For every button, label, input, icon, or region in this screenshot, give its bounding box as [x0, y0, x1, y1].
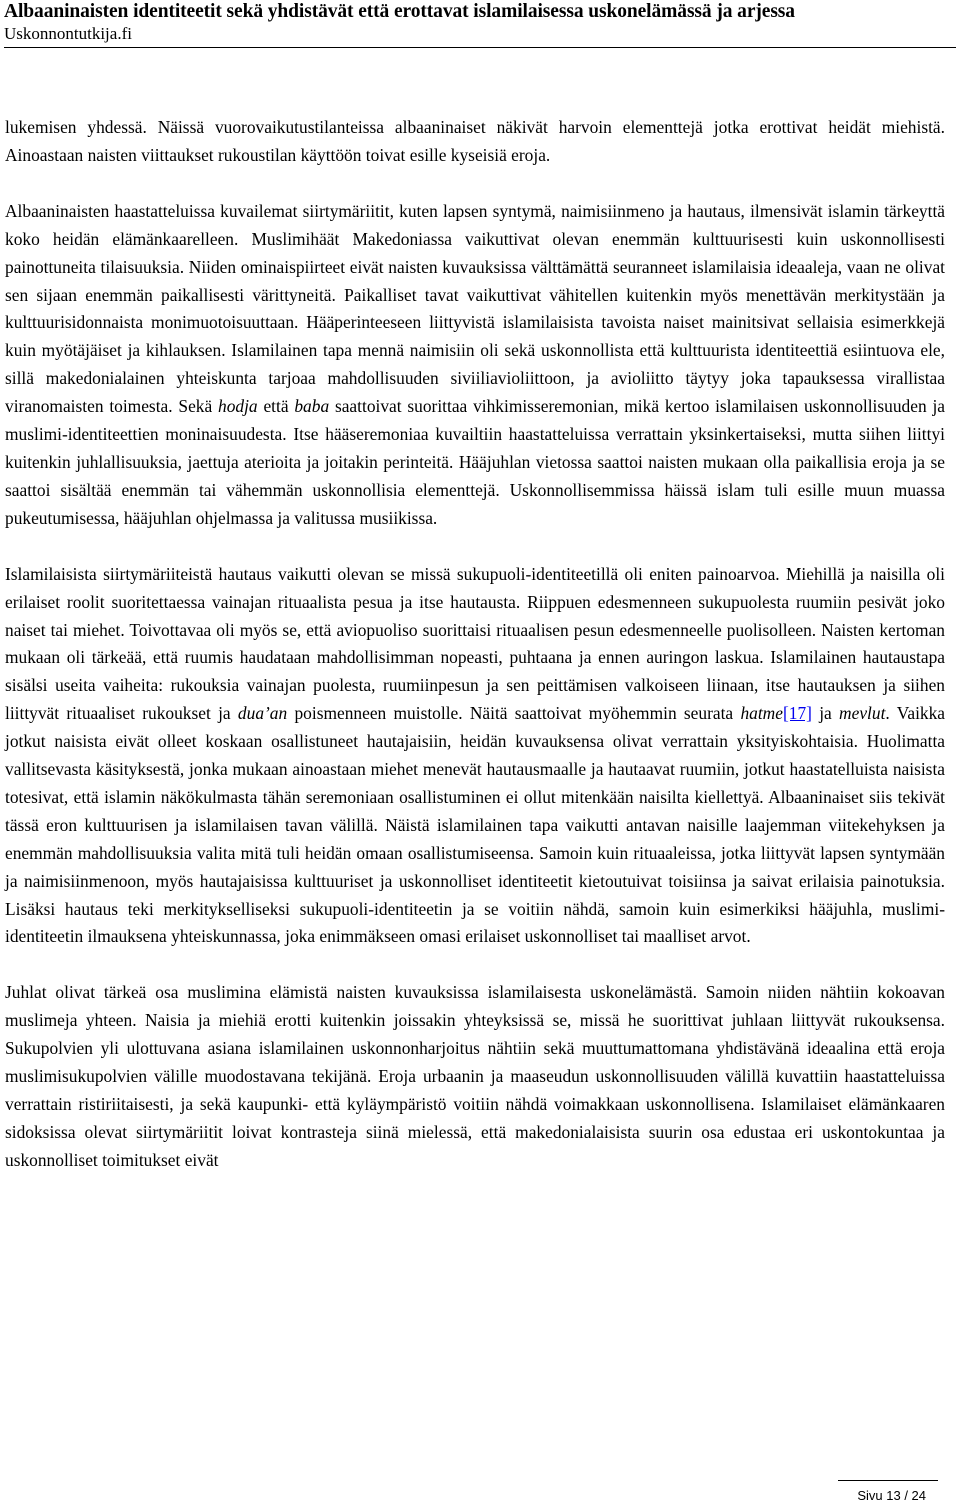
term-mevlut: mevlut	[839, 703, 886, 724]
footnote-17-link[interactable]: [17]	[782, 703, 812, 724]
paragraph-3-text-2: poismenneen muistolle. Näitä saattoivat myöhemmin seurata	[287, 703, 741, 724]
document-title: Albaaninaisten identiteetit sekä yhdistävät että erottavat islamilaisessa uskonelämässä ja arjessa	[4, 1, 795, 22]
paragraph-4: Juhlat olivat tärkeä osa muslimina elämistä naisten kuvauksissa islamilaisesta uskonelämästä. Samoin niiden nähtiin kokoavan muslimeja yhteen. Naisia ja miehiä erotti kuitenkin joissakin yhteyksissä se, missä he suorittivat juhlaan liittyvät rukouksensa. Sukupolvien yli ulottuvana asiana islamilainen uskonnonharjoitus nähtiin sekä muuttumattomana yhdistävänä ideaalina että eroja muslimisukupolvien välille muodostavana tekijänä. Eroja urbaanin ja maaseudun uskonnollisuuden välillä kuvattiin haastatteluissa verrattain ristiriitaisesti, ja sekä kaupunki- että kyläympäristö voitiin nähdä voimakkaan uskonnollisena. Islamilaiset elämänkaaren sidoksissa olevat siirtymäriitit loivat kontrasteja siinä mielessä, että makedonialaisista suurin osa edustaa eri uskontokuntaa ja uskonnolliset toimitukset eivät	[5, 982, 945, 1170]
paragraph-1: lukemisen yhdessä. Näissä vuorovaikutustilanteissa albaaninaiset näkivät harvoin elementtejä jotka erottivat heidät miehistä. Ainoastaan naisten viittaukset rukoustilan käyttöön toivat esille kyseisiä eroja.	[5, 117, 945, 165]
term-hodja: hodja	[218, 396, 258, 417]
paragraph-3	[5, 561, 945, 952]
paragraph-2-text-1: Albaaninaisten haastatteluissa kuvailemat siirtymäriitit, kuten lapsen syntymä, naimisiinmeno ja hautaus, ilmensivät islamin tärkeyttä koko heidän elämänkaarelleen. Muslimihäät Makedoniassa vaikuttivat olevan enemmän kulttuurisesti kuin uskonnollisesti painottuneita tilaisuuksia. Niiden ominaispiirteet eivät naisten kuvauksissa välttämättä seuranneet islamilaisia ideaaleja, vaan ne olivat sen sijaan enemmän paikallisesti värittyneitä. Paikalliset tavat vaikuttivat vähitellen kuitenkin myös menettävän merkitystään ja kulttuurisidonnaista monimuotoisuuttaan. Hääperinteeseen liittyvistä islamilaisista tavoista naiset mainitsivat sellaisia esimerkkejä kuin myötäjäiset ja kihlauksen. Islamilainen tapa mennä naimisiin oli sekä uskonnollista että kulttuurista identiteettiä esiintuova ele, sillä makedonialainen yhteiskunta tarjoaa mahdollisuuden siviiliavioliittoon, ja avioliitto täytyy joka tapauksessa virallistaa viranomaisten toimesta. Sekä	[5, 200, 945, 417]
term-duaan: dua’an	[237, 703, 288, 724]
paragraph-2-text-3: saattoivat suorittaa vihkimisseremonian, mikä kertoo islamilaisen uskonnollisuuden ja muslimi-identiteettien moninaisuudesta. Itse hääseremoniaa kuvailtiin haastatteluissa verrattain yksinkertaiseksi, mutta siihen liittyi kuitenkin juhlallisuuksia, jaettuja aterioita ja joitakin perinteitä. Hääjuhlan vietossa saattoi naisten mukaan olla paikallisia eroja ja se saattoi sisältää enemmän tai vähemmän uskonnollisia elementtejä. Uskonnollisemmissa häissä islam tuli esille muun muassa pukeutumisessa, hääjuhlan ohjelmassa ja valitussa musiikissa.	[5, 396, 946, 528]
paragraph-3-text-4: . Vaikka jotkut naisista eivät olleet koskaan osallistuneet hautajaisiin, heidän kuvauksensa olivat verrattain yksityiskohtaisia. Huolimatta vallitsevasta käsityksestä, jonka mukaan ainoastaan miehet menevät hautausmaalle ja hautaavat ruumiin, jotkut haastatelluista naisista totesivat, että islamin näkökulmasta tähän seremoniaan osallistuminen ei ollut mitenkään naisilta kiellettyä. Albaaninaiset siis tekivät tässä eron kulttuurisen ja islamilaisen tavan välillä. Näistä islamilainen tapa vaikutti antavan naisille laajemman viitekehyksen ja enemmän mahdollisuuksia valita mitä tuli heidän omaan osallistumiseensa. Samoin kuin rituaaleissa, jotka liittyvät lapsen syntymään ja naimisiinmenoon, myös hautajaisissa kulttuuriset ja uskonnolliset identiteetit kietoutuivat toisiinsa ja saivat erilaisia painotuksia. Lisäksi hautaus teki merkitykselliseksi sukupuoli-identiteetin ja se voitiin nähdä, samoin kuin esimerkiksi hääjuhla, muslimi-identiteetin ilmauksena yhteiskunnassa, joka enimmäkseen omasi erilaiset uskonnolliset tai maalliset arvot.	[5, 703, 946, 947]
site-name: Uskonnontutkija.fi	[4, 24, 132, 43]
paragraph-3-text-1: Islamilaisista siirtymäriiteistä hautaus vaikutti olevan se missä sukupuoli-identiteetillä oli eniten painoarvoa. Miehillä ja naisilla oli erilaiset roolit suoritettaessa vainajan rituaalista pesua ja itse hautausta. Riippuen edesmenneen sukupuolesta ruumiin pesivät joko naiset tai miehet. Toivottavaa oli myös se, että aviopuoliso suorittaisi rituaalisen pesun edesmenneelle puolisolleen. Naisten kertoman mukaan oli tärkeää, että ruumis haudataan mahdollisimman nopeasti, puhtaana ja ennen auringon laskua. Islamilainen hautaustapa sisälsi useita vaiheita: rukouksia vainajan puolesta, ruumiinpesun ja sen peittämisen valkoiseen liinaan, itse hautauksen ja siihen liittyvät rituaaliset rukoukset ja	[5, 563, 945, 724]
footer-divider	[838, 1480, 938, 1481]
paragraph-2	[5, 198, 945, 533]
page-number: Sivu 13 / 24	[857, 1488, 926, 1503]
term-baba: baba	[294, 396, 330, 417]
article-body	[5, 114, 945, 1175]
document-header	[4, 0, 956, 48]
term-hatme: hatme	[740, 703, 783, 724]
paragraph-3-text-3: ja	[811, 703, 840, 724]
paragraph-gap	[5, 170, 945, 198]
paragraph-gap	[5, 951, 945, 979]
paragraph-gap	[5, 533, 945, 561]
paragraph-2-text-2: että	[257, 396, 295, 417]
